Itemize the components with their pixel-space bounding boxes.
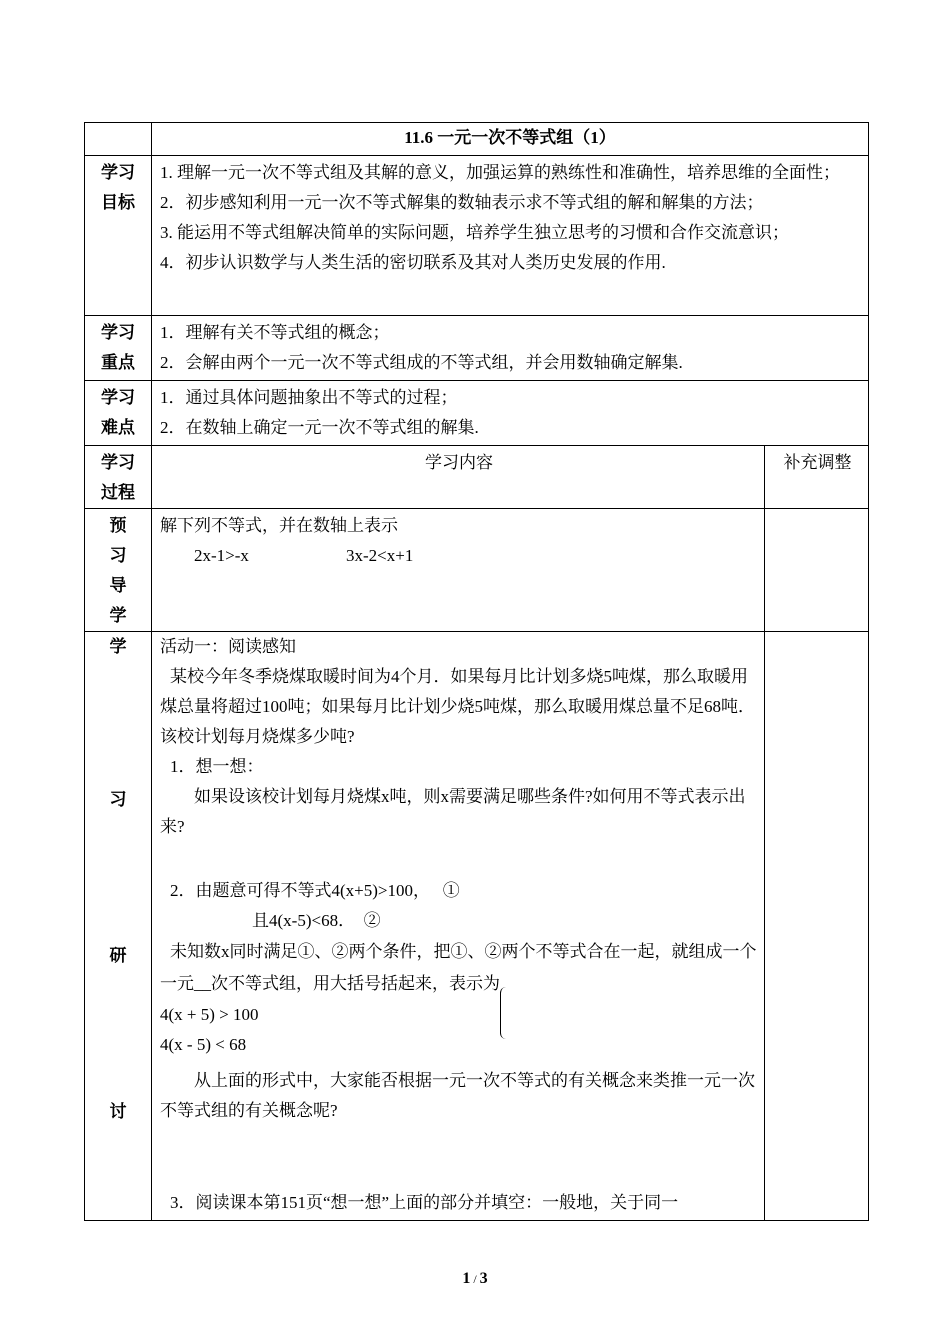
key-points-label: 学习 重点	[85, 316, 152, 381]
key-points-content	[152, 316, 869, 381]
inequality-1: 2x-1>-x	[194, 546, 249, 565]
think-question: 如果设该校计划每月烧煤x吨，则x需要满足哪些条件?如何用不等式表示出来?	[160, 787, 746, 836]
step-2-inequality-2: 且4(x-5)<68． ②	[252, 911, 381, 930]
activity-title: 活动一：阅读感知	[160, 637, 296, 656]
preview-row	[85, 509, 869, 632]
key-points-row	[85, 316, 869, 381]
difficulties-content	[152, 381, 869, 446]
preview-inequalities	[160, 541, 758, 571]
key-point-item: 1．理解有关不等式组的概念；	[160, 323, 390, 342]
preview-intro: 解下列不等式，并在数轴上表示	[160, 516, 398, 535]
system-line-2: 4(x - 5) < 68	[160, 1035, 247, 1054]
study-row	[85, 632, 869, 1221]
lesson-title: 11.6 一元一次不等式组（1）	[152, 123, 869, 156]
difficulties-row	[85, 381, 869, 446]
key-point-item: 2．会解由两个一元一次不等式组成的不等式组，并会用数轴确定解集.	[160, 353, 683, 372]
analogy-text: 从上面的形式中，大家能否根据一元一次不等式的有关概念来类推一元一次不等式组的有关概念呢?	[160, 1071, 755, 1120]
difficulty-item: 2．在数轴上确定一元一次不等式组的解集.	[160, 418, 479, 437]
blank-space-2	[160, 1126, 758, 1188]
goals-row	[85, 156, 869, 316]
title-label-cell	[85, 123, 152, 156]
goal-item: 2．初步感知利用一元一次不等式解集的数轴表示求不等式组的解和解集的方法；	[160, 193, 764, 212]
goals-label: 学习 目标	[85, 156, 152, 316]
study-supplement	[765, 632, 869, 1221]
preview-supplement	[765, 509, 869, 632]
combine-text: 未知数x同时满足①、②两个条件，把①、②两个不等式合在一起，就组成一个一元__次不等式组，用大括号括起来，表示为	[160, 936, 758, 1000]
difficulties-label: 学习 难点	[85, 381, 152, 446]
lesson-plan-table	[84, 122, 869, 1221]
process-label: 学习 过程	[85, 446, 152, 509]
preview-label: 预 习 导 学	[85, 509, 152, 632]
study-content	[152, 632, 765, 1221]
think-title: 1．想一想：	[170, 757, 264, 776]
content-column-header: 学习内容	[152, 446, 765, 509]
goal-item: 1. 理解一元一次不等式组及其解的意义，加强运算的熟练性和准确性，培养思维的全面性；	[160, 163, 840, 182]
supplement-column-header: 补充调整	[765, 446, 869, 509]
difficulty-item: 1．通过具体问题抽象出不等式的过程；	[160, 388, 458, 407]
step-3-text: 3．阅读课本第151页“想一想”上面的部分并填空：一般地，关于同一	[170, 1193, 679, 1212]
step-2-inequality-1: 2．由题意可得不等式4(x+5)>100， ①	[170, 881, 460, 900]
goals-content	[152, 156, 869, 316]
inequality-2: 3x-2<x+1	[346, 546, 414, 565]
process-header-row	[85, 446, 869, 509]
blank-space	[160, 842, 758, 876]
page-number: 1 / 3	[462, 1270, 488, 1287]
left-brace	[500, 987, 507, 1039]
study-label: 学 习 研 讨	[85, 632, 152, 1221]
system-line-1: 4(x + 5) > 100	[160, 1005, 259, 1024]
goal-item: 3. 能运用不等式组解决简单的实际问题，培养学生独立思考的习惯和合作交流意识；	[160, 223, 789, 242]
title-row	[85, 123, 869, 156]
goal-item: 4．初步认识数学与人类生活的密切联系及其对人类历史发展的作用.	[160, 253, 666, 272]
problem-text: 某校今年冬季烧煤取暖时间为4个月．如果每月比计划多烧5吨煤，那么取暖用煤总量将超过100吨；如果每月比计划少烧5吨煤，那么取暖用煤总量不足68吨．该校计划每月烧煤多少吨?	[160, 667, 755, 746]
preview-content	[152, 509, 765, 632]
